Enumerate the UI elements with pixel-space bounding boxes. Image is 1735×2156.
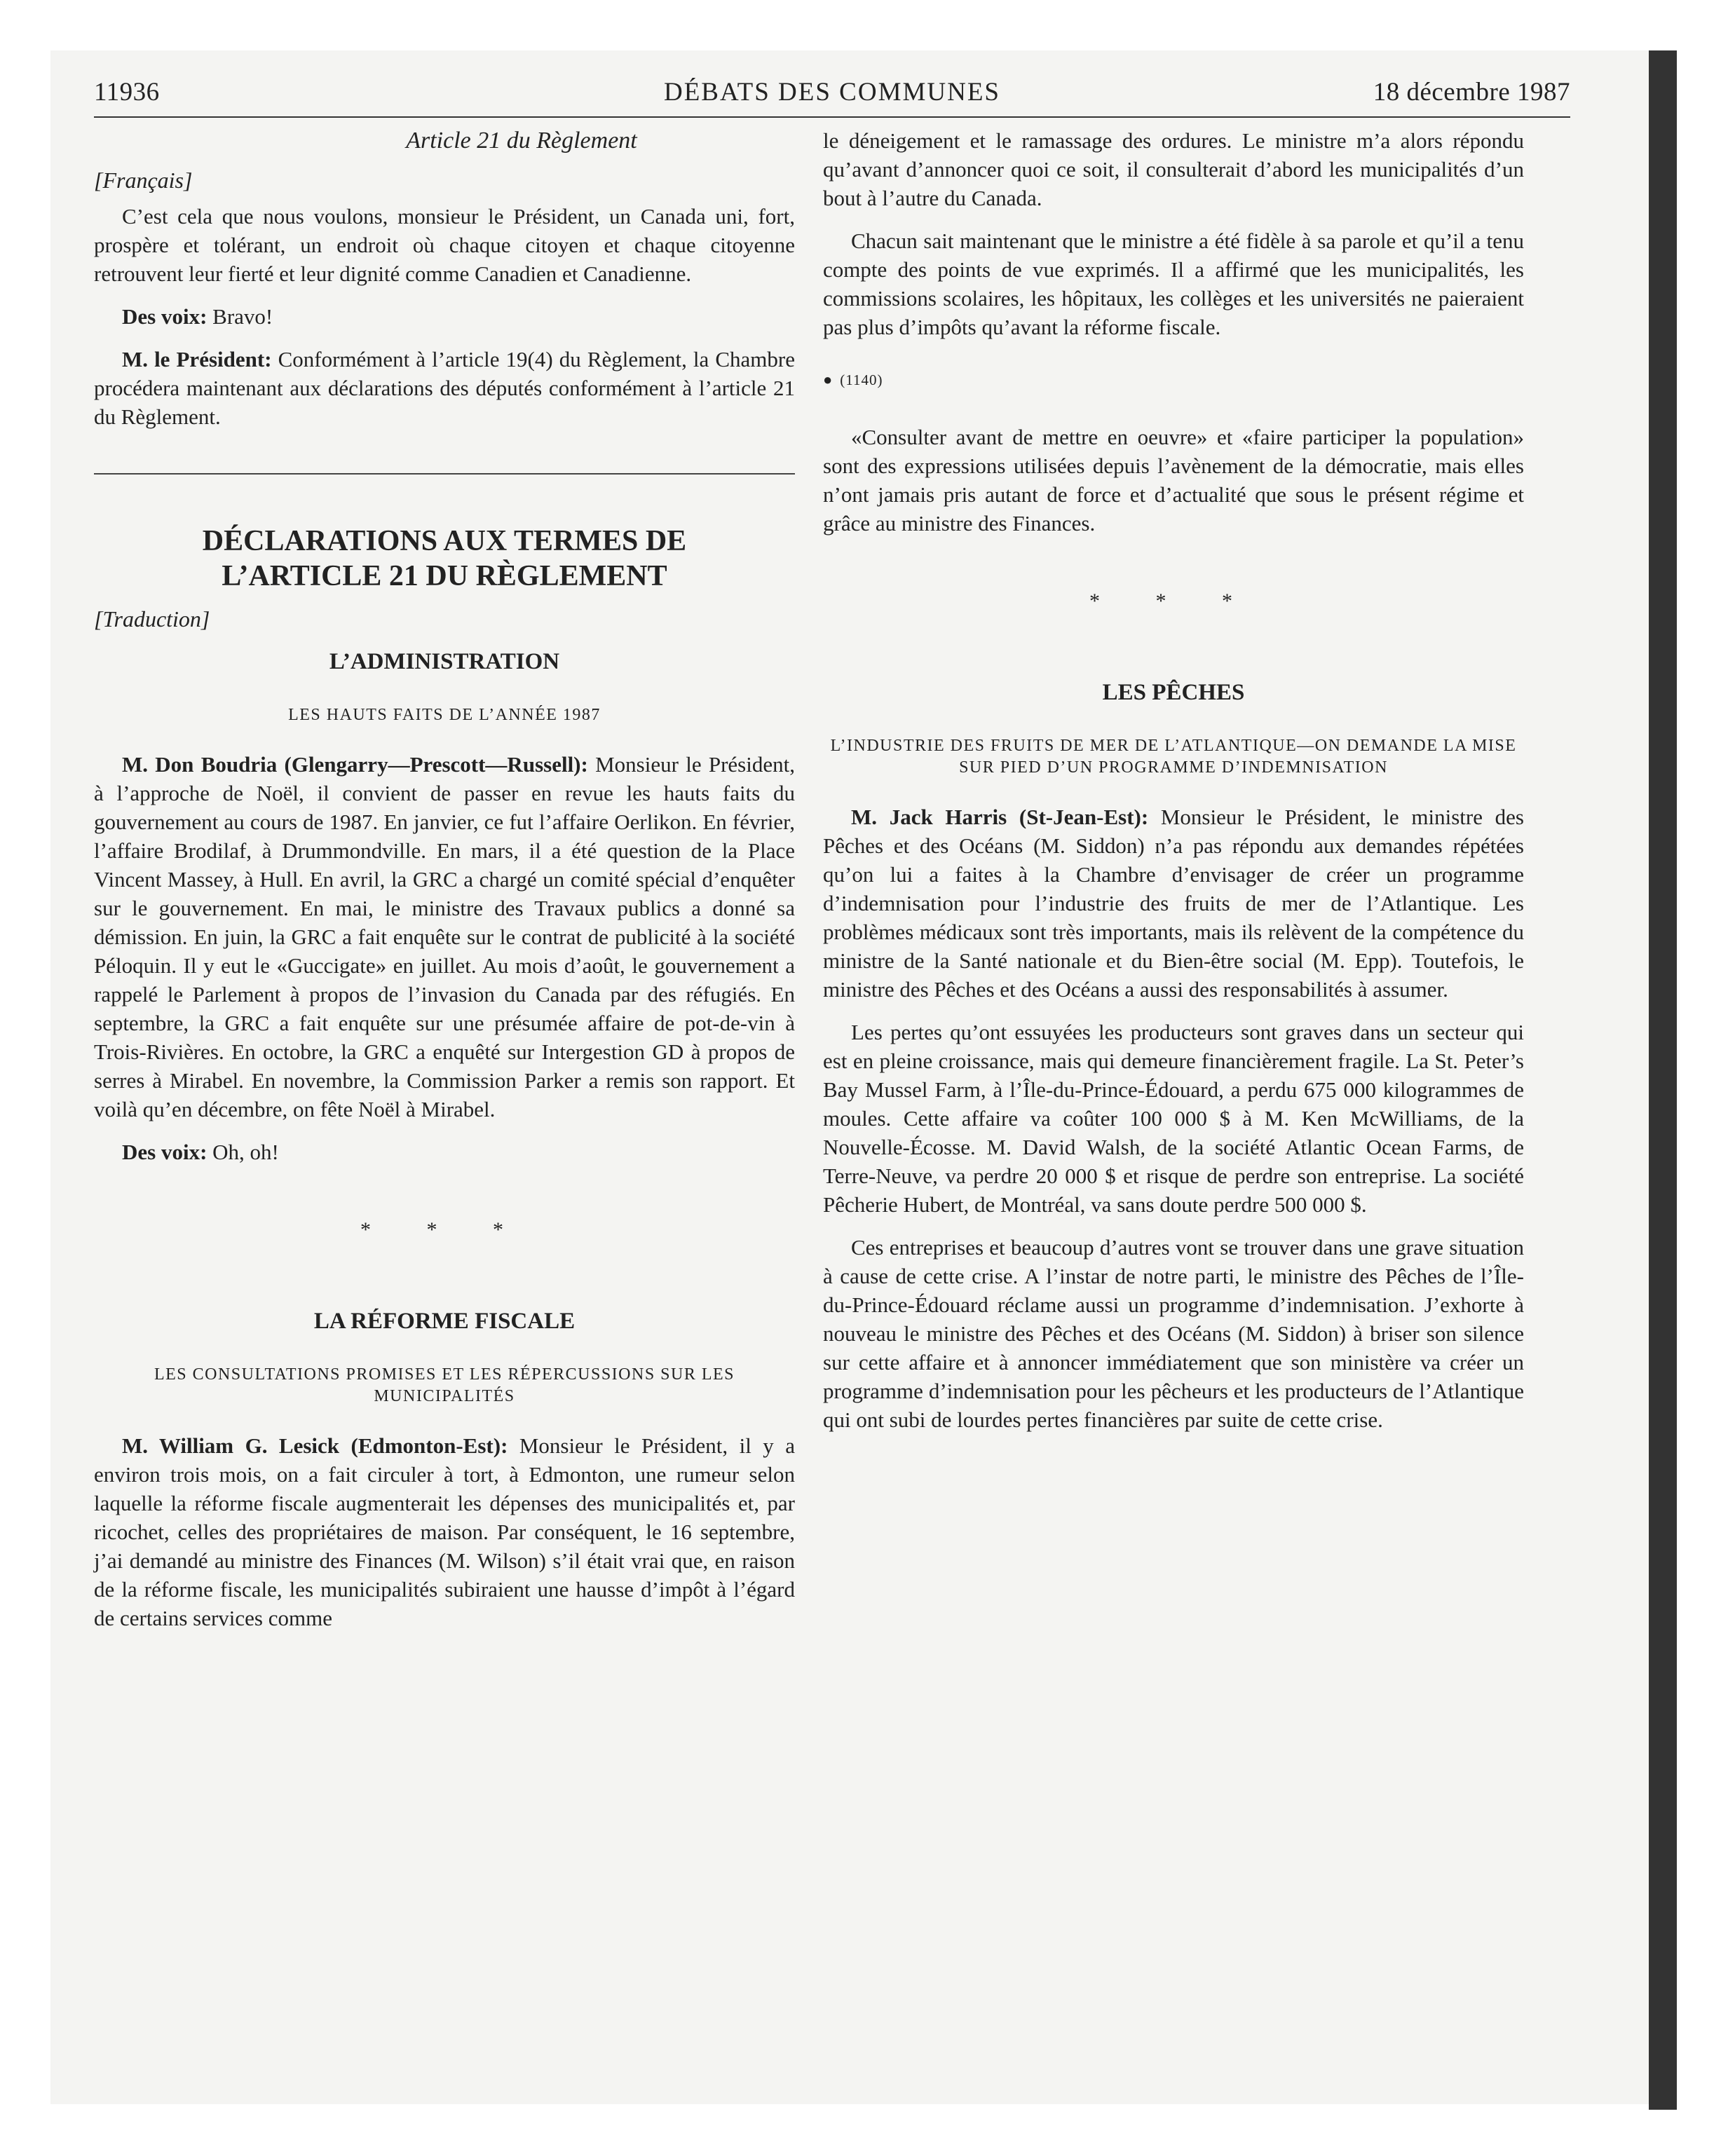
language-marker-traduction: [Traduction]: [94, 606, 210, 632]
statement-text: Monsieur le Président, le ministre des Pêches et des Océans (M. Siddon) n’a pas répondu aux demandes répétées qu’on lui a faites à la Chambre d’envisager de créer un programme d’indemnisation pour l’industrie des fruits de mer de l’Atlantique. Les problèmes médicaux sont très importants, mais ils relèvent de la compétence du ministre de la Santé nationale et du Bien-être social (M. Epp). Toutefois, le ministre des Pêches et des Océans a aussi des responsabilités à assumer.: [823, 805, 1524, 1002]
speaker-name: M. le Président:: [122, 347, 272, 371]
running-header: [94, 77, 1570, 118]
speaker-name: Des voix:: [122, 1140, 207, 1164]
page-number: 11936: [94, 78, 160, 107]
administration-subheading: LES HAUTS FAITS DE L’ANNÉE 1987: [288, 706, 601, 724]
right-column: [823, 126, 1524, 1448]
harris-pertes-paragraph: Les pertes qu’ont essuyées les producteurs sont graves dans un secteur qui est en pleine croissance, mais qui demeure financièrement fragile. La St. Peter’s Bay Mussel Farm, à l’Île-du-Prince-Édouard, a perdu 675 000 kilogrammes de moules. Cette affaire va coûter 100 000 $ à M. Ken McWilliams, de la Nouvelle-Écosse. M. David Walsh, de la société Atlantic Ocean Farms, de Terre-Neuve, va perdre 20 000 $ et risque de perdre son entreprise. La société Pêcherie Hubert, de Montréal, va sans doute perdre 500 000 $.: [823, 1020, 1524, 1217]
speaker-name: M. Jack Harris (St-Jean-Est):: [851, 805, 1149, 829]
lesick-statement: [94, 1431, 795, 1632]
harris-entreprises-paragraph: Ces entreprises et beaucoup d’autres vont se trouver dans une grave situation à cause de cette crise. A l’instar de notre parti, le ministre des Pêches de l’Île-du-Prince-Édouard réclame aussi un programme d’indemnisation. J’exhorte à nouveau le ministre des Pêches et des Océans (M. Siddon) à briser son silence sur cette affaire et à annoncer immédiatement que son ministère va créer un programme d’indemnisation pour les pêcheurs et les producteurs de l’Atlantique qui ont subi de lourdes pertes financières par suite de cette crise.: [823, 1235, 1524, 1432]
section-separator-stars: * * *: [1089, 589, 1258, 613]
time-marker-text: (1140): [840, 371, 883, 388]
paragraph-intro: C’est cela que nous voulons, monsieur le Président, un Canada uni, fort, prospère et tolérant, un endroit où chaque citoyen et chaque citoyenne retrouvent leur fierté et leur dignité comme Canadien et Canadienne.: [94, 204, 795, 286]
declarations-title-line-1: DÉCLARATIONS AUX TERMES DE: [202, 525, 687, 557]
harris-statement: [823, 803, 1524, 1004]
article-heading: Article 21 du Règlement: [406, 128, 637, 153]
scan-edge-bar: [1649, 50, 1677, 2110]
statement-text: Conformément à l’article 19(4) du Règlement, la Chambre procédera maintenant aux déclarations des députés conformément à l’article 21 du Règlement.: [94, 347, 795, 429]
time-marker: [823, 365, 1524, 395]
lesick-continuation-1: le déneigement et le ramassage des ordures. Le ministre m’a alors répondu qu’avant d’annoncer quoi ce soit, il consulterait d’abord les municipalités d’un bout à l’autre du Canada.: [823, 128, 1524, 210]
lesick-continuation-2: Chacun sait maintenant que le ministre a été fidèle à sa parole et qu’il a tenu compte des points de vue exprimés. Il a affirmé que les municipalités, les commissions scolaires, les hôpitaux, les collèges et les universités ne paieraient pas plus d’impôts qu’avant la réforme fiscale.: [823, 228, 1524, 339]
header-date: 18 décembre 1987: [1373, 78, 1570, 107]
bullet-icon: ●: [823, 371, 834, 388]
statement-text: Monsieur le Président, à l’approche de Noël, il convient de passer en revue les hauts faits du gouvernement au cours de 1987. En janvier, ce fut l’affaire Oerlikon. En février, l’affaire Brodilaf, à Drummondville. En mars, il a été question de la Place Vincent Massey, à Hull. En avril, la GRC a chargé un comité spécial d’enquêter sur le gouvernement. En mai, le ministre des Travaux publics a donné sa démission. En juin, la GRC a fait enquête sur le contrat de publicité à la société Péloquin. Il y eut le «Guccigate» en juillet. Au mois d’août, le gouvernement a rappelé le Parlement à propos de l’invasion du Canada par des réfugiés. En septembre, la GRC a fait enquête sur une présumée affaire de pot-de-vin à Trois-Rivières. En octobre, la GRC a enquêté sur Intergestion GD à propos de serres à Mirabel. En novembre, la Commission Parker a remis son rapport. Et voilà qu’en décembre, on fête Noël à Mirabel.: [94, 752, 795, 1121]
section-separator-stars: * * *: [360, 1218, 529, 1241]
speaker-name: M. Don Boudria (Glengarry—Prescott—Russell):: [122, 752, 588, 777]
administration-heading: L’ADMINISTRATION: [329, 649, 560, 674]
declarations-title: [94, 524, 795, 594]
interjection-text: Oh, oh!: [207, 1140, 279, 1164]
interjection-text: Bravo!: [207, 304, 273, 329]
reforme-heading: LA RÉFORME FISCALE: [313, 1309, 576, 1334]
section-divider: [94, 473, 795, 475]
peches-subheading: L’INDUSTRIE DES FRUITS DE MER DE L’ATLANTIQUE—ON DEMANDE LA MISE SUR PIED D’UN PROGRAMME D’INDEMNISATION: [830, 737, 1517, 777]
speaker-name: M. William G. Lesick (Edmonton-Est):: [122, 1433, 508, 1458]
publication-title: DÉBATS DES COMMUNES: [663, 78, 1000, 107]
lesick-continuation-3: «Consulter avant de mettre en oeuvre» et «faire participer la population» sont des expressions utilisées depuis l’avènement de la démocratie, mais elles n’ont jamais pris autant de force et d’actualité que sous le présent régime et grâce au ministre des Finances.: [823, 425, 1524, 535]
language-marker-francais: [Français]: [94, 168, 193, 193]
voices-interjection-2: [94, 1138, 795, 1166]
boudria-statement: [94, 750, 795, 1124]
president-statement: [94, 345, 795, 431]
speaker-name: Des voix:: [122, 304, 207, 329]
peches-heading: LES PÊCHES: [1102, 680, 1245, 705]
declarations-title-line-2: L’ARTICLE 21 DU RÈGLEMENT: [222, 560, 667, 592]
reforme-subheading: LES CONSULTATIONS PROMISES ET LES RÉPERCUSSIONS SUR LES MUNICIPALITÉS: [154, 1365, 735, 1405]
statement-text: Monsieur le Président, il y a environ trois mois, on a fait circuler à tort, à Edmonton, une rumeur selon laquelle la réforme fiscale augmenterait les dépenses des municipalités et, par ricochet, celles des propriétaires de maison. Par conséquent, le 16 septembre, j’ai demandé au ministre des Finances (M. Wilson) s’il était vrai que, en raison de la réforme fiscale, les municipalités subiraient une hausse d’impôt à l’égard de certains services comme: [94, 1433, 795, 1630]
voices-interjection-1: [94, 302, 795, 331]
left-column: [94, 126, 795, 1646]
